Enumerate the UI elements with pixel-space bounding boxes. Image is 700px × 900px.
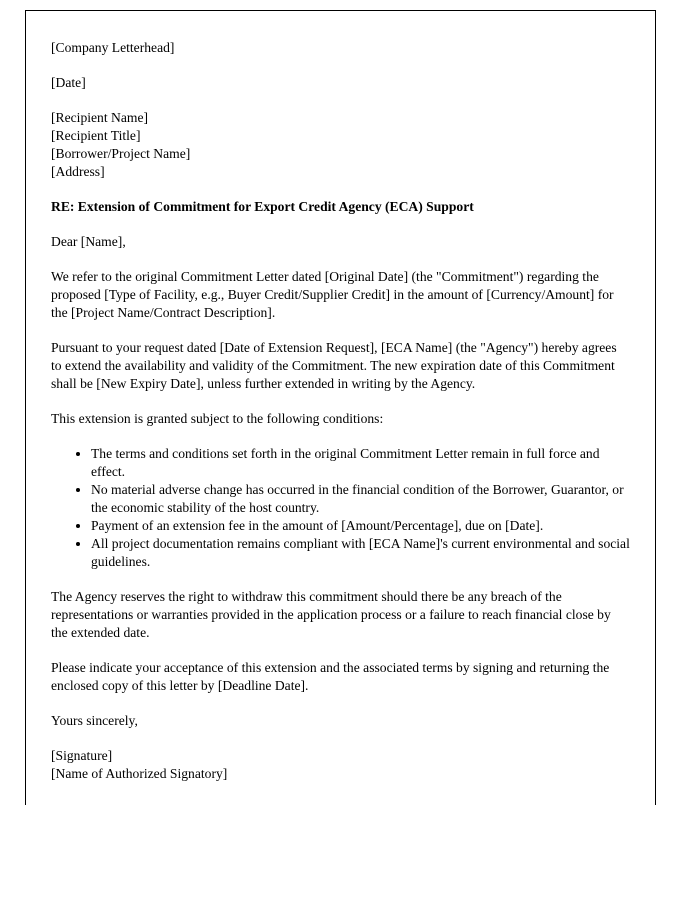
recipient-name-line: [Recipient Name]	[51, 110, 149, 125]
paragraph-withdraw-right: The Agency reserves the right to withdraw this commitment should there be any breach of the representations or warranties provided in the application process or a failure to reach financial close by the extended date.	[51, 589, 611, 640]
paragraph-commitment-reference: We refer to the original Commitment Letter dated [Original Date] (the "Commitment") regarding the proposed [Type of Facility, e.g., Buyer Credit/Supplier Credit] in the amount of [Currency/Amount] for the [Project Name/Contract Description].	[51, 269, 614, 320]
valediction: Yours sincerely,	[51, 713, 138, 728]
paragraph-acceptance-request: Please indicate your acceptance of this extension and the associated terms by signing and returning the enclosed copy of this letter by [Deadline Date].	[51, 660, 610, 693]
company-letterhead: [Company Letterhead]	[51, 40, 175, 55]
authorized-signatory-name: [Name of Authorized Signatory]	[51, 766, 228, 781]
condition-item-no-adverse-change: • No material adverse change has occurred in the financial condition of the Borrower, Guarantor, or the economic stability of the host country.	[91, 481, 630, 517]
recipient-title-line: [Recipient Title]	[51, 128, 141, 143]
signature-block	[51, 747, 630, 783]
condition-item-extension-fee: • Payment of an extension fee in the amount of [Amount/Percentage], due on [Date].	[91, 517, 630, 535]
conditions-list	[51, 445, 630, 571]
paragraph-extension-grant: Pursuant to your request dated [Date of Extension Request], [ECA Name] (the "Agency") hereby agrees to extend the availability and validity of the Commitment. The new expiration date of this Commitment shall be [New Expiry Date], unless further extended in writing by the Agency.	[51, 340, 617, 391]
address-line: [Address]	[51, 164, 105, 179]
condition-item-documentation: • All project documentation remains compliant with [ECA Name]'s current environmental and social guidelines.	[91, 535, 630, 571]
date-line: [Date]	[51, 75, 86, 90]
recipient-block	[51, 109, 630, 181]
borrower-project-line: [Borrower/Project Name]	[51, 146, 191, 161]
salutation: Dear [Name],	[51, 234, 126, 249]
signature-placeholder: [Signature]	[51, 748, 113, 763]
letter-page	[25, 10, 656, 805]
conditions-intro: This extension is granted subject to the following conditions:	[51, 411, 384, 426]
condition-item-terms: • The terms and conditions set forth in the original Commitment Letter remain in full force and effect.	[91, 445, 630, 481]
subject-line: RE: Extension of Commitment for Export Credit Agency (ECA) Support	[51, 199, 474, 214]
letter-document	[51, 39, 630, 783]
